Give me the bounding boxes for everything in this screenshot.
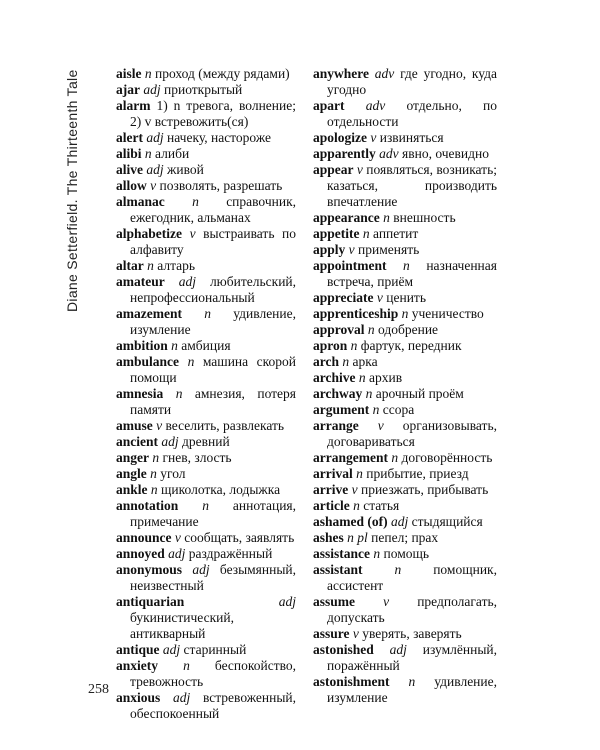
entry-headword: assume [313, 594, 356, 609]
dictionary-entry [116, 146, 296, 162]
entry-definition: архив [369, 370, 403, 385]
dictionary-column-right [313, 66, 497, 706]
entry-headword: astonishment [313, 674, 390, 689]
entry-headword: ajar [116, 82, 140, 97]
dictionary-entry [313, 642, 497, 674]
entry-headword: appearance [313, 210, 380, 225]
entry-part-of-speech: v [383, 594, 390, 609]
entry-headword: amnesia [116, 386, 164, 401]
dictionary-entry [116, 386, 296, 418]
entry-definition: букинистический, антикварный [130, 610, 234, 641]
entry-definition: арочный проём [375, 386, 464, 401]
entry-part-of-speech: v [156, 418, 163, 433]
dictionary-entry [313, 450, 497, 466]
entry-headword: arrange [313, 418, 359, 433]
entry-headword: allow [116, 178, 147, 193]
entry-headword: assistant [313, 562, 363, 577]
entry-definition: помощь [383, 546, 430, 561]
entry-part-of-speech: n [144, 146, 152, 161]
entry-definition: внешность [393, 210, 456, 225]
dictionary-entry [313, 386, 497, 402]
dictionary-entry [313, 418, 497, 450]
entry-part-of-speech: adj [146, 130, 164, 145]
dictionary-entry [116, 258, 296, 274]
dictionary-entry [313, 482, 497, 498]
entry-part-of-speech: n [408, 674, 416, 689]
entry-definition: извиняться [379, 130, 444, 145]
entry-headword: apparently [313, 146, 376, 161]
entry-part-of-speech: n [204, 306, 211, 321]
entry-headword: anxiety [116, 658, 158, 673]
entry-headword: anywhere [313, 66, 369, 81]
entry-definition: 1) n тревога, волнение; 2) v встревожить(ся) [130, 98, 296, 129]
entry-definition: справочник, ежегодник, альманах [130, 194, 297, 225]
entry-part-of-speech: adj [192, 562, 210, 577]
dictionary-entry [116, 562, 296, 594]
entry-headword: appointment [313, 258, 387, 273]
dictionary-entry [116, 690, 296, 722]
entry-definition: аппетит [373, 226, 419, 241]
entry-part-of-speech: n [192, 194, 199, 209]
dictionary-entry [116, 482, 296, 498]
dictionary-entry [313, 162, 497, 210]
entry-part-of-speech: n [401, 306, 409, 321]
entry-part-of-speech: adv [374, 66, 395, 81]
entry-headword: arrival [313, 466, 353, 481]
entry-definition: явно, очевидно [402, 146, 489, 161]
entry-headword: apron [313, 338, 348, 353]
entry-part-of-speech: adj [143, 82, 161, 97]
entry-part-of-speech: adj [178, 274, 196, 289]
entry-headword: amazement [116, 306, 182, 321]
dictionary-entry [116, 178, 296, 194]
entry-headword: arrangement [313, 450, 388, 465]
entry-definition: удивление, изумление [327, 674, 497, 705]
entry-definition: ценить [386, 290, 426, 305]
entry-part-of-speech: n [383, 210, 390, 225]
entry-part-of-speech: v [376, 290, 383, 305]
entry-part-of-speech: v [174, 530, 181, 545]
entry-headword: arrive [313, 482, 349, 497]
entry-definition: пепел; прах [371, 530, 439, 545]
dictionary-entry [116, 546, 296, 562]
entry-definition: фартук, передник [360, 338, 462, 353]
dictionary-entry [313, 210, 497, 226]
dictionary-entry [116, 466, 296, 482]
entry-definition: одобрение [378, 322, 439, 337]
entry-definition: старинный [183, 642, 247, 657]
entry-headword: anonymous [116, 562, 183, 577]
dictionary-entry [313, 66, 497, 98]
entry-headword: argument [313, 402, 370, 417]
entry-definition: где угодно, куда угодно [327, 66, 498, 97]
dictionary-entry [313, 370, 497, 386]
page-number: 258 [88, 682, 109, 697]
entry-headword: anxious [116, 690, 161, 705]
entry-part-of-speech: n [362, 226, 370, 241]
entry-part-of-speech: v [351, 482, 358, 497]
entry-headword: assistance [313, 546, 370, 561]
entry-headword: ambulance [116, 354, 180, 369]
entry-part-of-speech: adj [168, 546, 186, 561]
entry-definition: появляться, возникать; казаться, производить впечатление [327, 162, 497, 209]
entry-headword: approval [313, 322, 365, 337]
dictionary-entry [116, 66, 296, 82]
entry-definition: начеку, настороже [167, 130, 271, 145]
entry-headword: appetite [313, 226, 360, 241]
entry-headword: ashamed (of) [313, 514, 388, 529]
entry-part-of-speech: n [183, 658, 190, 673]
entry-headword: appreciate [313, 290, 374, 305]
entry-headword: alibi [116, 146, 142, 161]
dictionary-column-left [116, 66, 296, 722]
entry-definition: удивление, изумление [130, 306, 296, 337]
entry-part-of-speech: v [377, 418, 384, 433]
dictionary-entry [313, 258, 497, 290]
dictionary-entry [313, 674, 497, 706]
entry-part-of-speech: n [403, 258, 410, 273]
entry-headword: apply [313, 242, 346, 257]
entry-part-of-speech: n [144, 66, 152, 81]
entry-part-of-speech: n [152, 450, 160, 465]
entry-definition: аннотация, примечание [130, 498, 297, 529]
entry-definition: беспокойство, тревожность [130, 658, 297, 689]
entry-part-of-speech: v [189, 226, 196, 241]
dictionary-entry [116, 450, 296, 466]
entry-definition: раздражённый [188, 546, 273, 561]
dictionary-entry [116, 162, 296, 178]
entry-part-of-speech: n [365, 386, 373, 401]
entry-part-of-speech: n [187, 354, 195, 369]
entry-headword: archive [313, 370, 356, 385]
dictionary-entry [313, 98, 497, 130]
entry-headword: amuse [116, 418, 153, 433]
entry-definition: амнезия, потеря памяти [130, 386, 297, 417]
entry-part-of-speech: n [150, 466, 157, 481]
entry-definition: уверять, заверять [362, 626, 462, 641]
entry-definition: угол [160, 466, 186, 481]
entry-part-of-speech: n [356, 466, 363, 481]
entry-part-of-speech: adj [389, 642, 407, 657]
dictionary-entry [313, 402, 497, 418]
entry-headword: arch [313, 354, 339, 369]
entry-definition: арка [352, 354, 378, 369]
entry-definition: алтарь [157, 258, 196, 273]
entry-part-of-speech: n [342, 354, 350, 369]
entry-headword: antique [116, 642, 160, 657]
entry-headword: announce [116, 530, 172, 545]
dictionary-entry [116, 274, 296, 306]
entry-headword: apart [313, 98, 345, 113]
dictionary-entry [313, 466, 497, 482]
entry-headword: article [313, 498, 350, 513]
entry-definition: приезжать, прибывать [360, 482, 489, 497]
entry-part-of-speech: n [394, 562, 402, 577]
entry-definition: древний [182, 434, 230, 449]
dictionary-entry [116, 130, 296, 146]
entry-definition: живой [167, 162, 204, 177]
entry-definition: помощник, ассистент [327, 562, 497, 593]
entry-part-of-speech: adv [365, 98, 386, 113]
dictionary-entry [313, 354, 497, 370]
dictionary-entry [116, 306, 296, 338]
entry-headword: ashes [313, 530, 344, 545]
entry-definition: алиби [155, 146, 190, 161]
entry-part-of-speech: v [348, 242, 355, 257]
entry-definition: позволять, разрешать [159, 178, 283, 193]
entry-definition: договорённость [401, 450, 493, 465]
dictionary-entry [116, 594, 296, 642]
entry-definition: изумлённый, поражённый [327, 642, 498, 673]
entry-headword: almanac [116, 194, 165, 209]
entry-headword: antiquarian [116, 594, 185, 609]
entry-part-of-speech: n [367, 322, 375, 337]
entry-part-of-speech: adj [146, 162, 164, 177]
entry-part-of-speech: n [358, 370, 366, 385]
entry-definition: прибытие, приезд [366, 466, 469, 481]
entry-definition: стыдящийся [411, 514, 483, 529]
entry-headword: amateur [116, 274, 165, 289]
entry-definition: ссора [382, 402, 415, 417]
entry-definition: щиколотка, лодыжка [161, 482, 281, 497]
entry-headword: apologize [313, 130, 367, 145]
entry-definition: организовывать, договариваться [327, 418, 497, 449]
dictionary-entry [116, 434, 296, 450]
dictionary-entry [313, 562, 497, 594]
dictionary-entry [313, 546, 497, 562]
entry-headword: archway [313, 386, 363, 401]
dictionary-entry [116, 498, 296, 530]
entry-part-of-speech: v [352, 626, 359, 641]
entry-part-of-speech: adj [172, 690, 191, 705]
dictionary-entry [116, 82, 296, 98]
entry-part-of-speech: n [147, 258, 154, 273]
entry-part-of-speech: v [150, 178, 157, 193]
entry-definition: статья [363, 498, 400, 513]
entry-part-of-speech: n [175, 386, 183, 401]
dictionary-entry [116, 354, 296, 386]
entry-definition: предполагать, допускать [327, 594, 497, 625]
entry-definition: безымянный, неизвестный [130, 562, 297, 593]
entry-headword: annoyed [116, 546, 165, 561]
dictionary-entry [116, 98, 296, 130]
entry-headword: alert [116, 130, 143, 145]
entry-definition: применять [358, 242, 420, 257]
entry-part-of-speech: v [356, 162, 363, 177]
entry-part-of-speech: n [391, 450, 399, 465]
entry-headword: alphabetize [116, 226, 182, 241]
entry-part-of-speech: n [372, 402, 380, 417]
entry-definition: веселить, развлекать [165, 418, 285, 433]
dictionary-entry [313, 146, 497, 162]
entry-definition: любительский, непрофессиональный [130, 274, 297, 305]
dictionary-entry [313, 530, 497, 546]
dictionary-entry [313, 290, 497, 306]
dictionary-entry [313, 338, 497, 354]
dictionary-entry [313, 242, 497, 258]
entry-definition: назначенная встреча, приём [327, 258, 497, 289]
entry-definition: встревоженный, обеспокоенный [130, 690, 297, 721]
entry-definition: отдельно, по отдельности [327, 98, 498, 129]
entry-headword: angle [116, 466, 147, 481]
dictionary-entry [313, 514, 497, 530]
entry-headword: assure [313, 626, 350, 641]
entry-definition: проход (между рядами) [155, 66, 290, 81]
entry-part-of-speech: v [370, 130, 377, 145]
entry-headword: annotation [116, 498, 179, 513]
entry-part-of-speech: n [202, 498, 209, 513]
entry-definition: приоткрытый [164, 82, 243, 97]
entry-headword: apprenticeship [313, 306, 399, 321]
dictionary-entry [116, 194, 296, 226]
entry-headword: anger [116, 450, 149, 465]
running-title: Diane Setterfield. The Thirteenth Tale [64, 69, 80, 312]
entry-definition: амбиция [181, 338, 231, 353]
dictionary-entry [116, 338, 296, 354]
entry-definition: гнев, злость [162, 450, 232, 465]
dictionary-entry [313, 626, 497, 642]
dictionary-entry [116, 530, 296, 546]
dictionary-entry [313, 594, 497, 626]
entry-headword: alarm [116, 98, 151, 113]
entry-part-of-speech: n [150, 482, 158, 497]
dictionary-entry [313, 306, 497, 322]
dictionary-entry [313, 130, 497, 146]
dictionary-entry [116, 642, 296, 658]
entry-part-of-speech: n [350, 338, 358, 353]
entry-part-of-speech: n pl [347, 530, 368, 545]
entry-part-of-speech: adj [391, 514, 409, 529]
entry-definition: машина скорой помощи [130, 354, 297, 385]
dictionary-entry [313, 226, 497, 242]
dictionary-entry [116, 418, 296, 434]
entry-headword: appear [313, 162, 354, 177]
dictionary-entry [116, 226, 296, 258]
entry-definition: выстраивать по алфавиту [130, 226, 297, 257]
entry-headword: altar [116, 258, 144, 273]
entry-headword: ancient [116, 434, 158, 449]
entry-headword: ankle [116, 482, 148, 497]
dictionary-entry [313, 322, 497, 338]
entry-part-of-speech: adj [161, 434, 179, 449]
dictionary-entry [313, 498, 497, 514]
entry-headword: astonished [313, 642, 374, 657]
entry-part-of-speech: n [353, 498, 360, 513]
entry-part-of-speech: n [373, 546, 381, 561]
entry-headword: aisle [116, 66, 142, 81]
entry-part-of-speech: adj [162, 642, 181, 657]
entry-part-of-speech: adj [278, 594, 296, 609]
entry-part-of-speech: adv [379, 146, 399, 161]
entry-definition: ученичество [411, 306, 484, 321]
dictionary-entry [116, 658, 296, 690]
entry-headword: ambition [116, 338, 168, 353]
entry-definition: сообщать, заявлять [184, 530, 295, 545]
entry-headword: alive [116, 162, 143, 177]
entry-part-of-speech: n [171, 338, 178, 353]
